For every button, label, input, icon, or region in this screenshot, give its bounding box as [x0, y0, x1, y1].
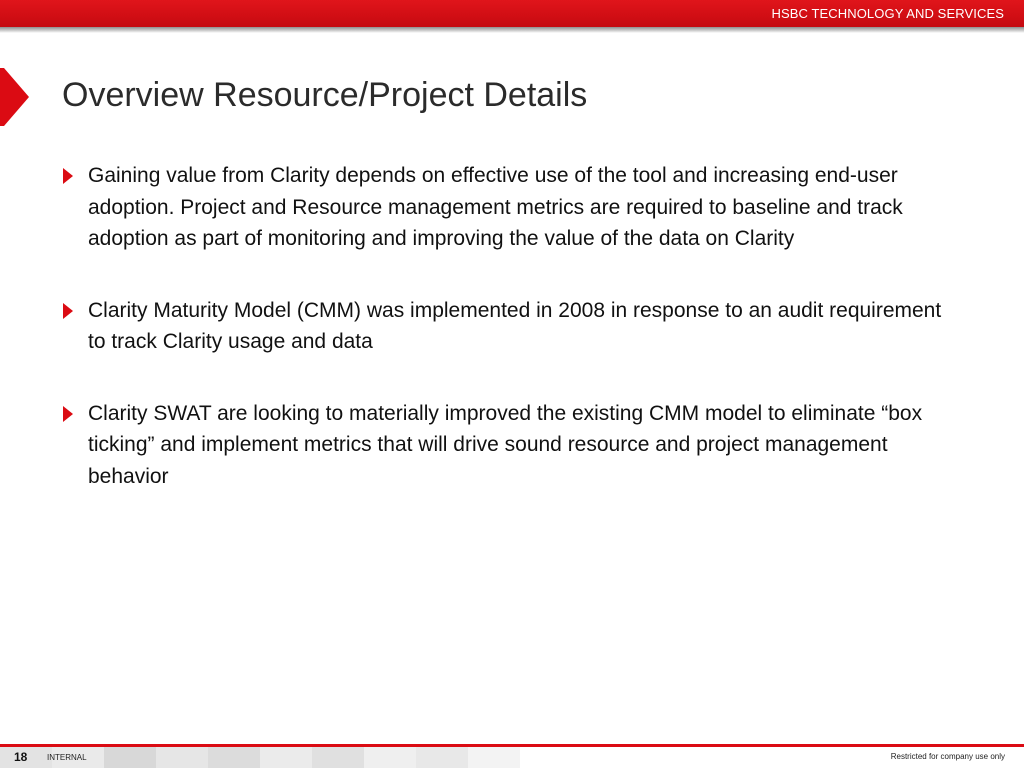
restriction-label: Restricted for company use only	[890, 752, 1005, 761]
footer-segment	[104, 747, 156, 768]
title-arrow-icon	[0, 68, 30, 126]
bullet-item	[60, 160, 960, 255]
page-number: 18	[14, 750, 28, 764]
bullet-list	[60, 160, 960, 532]
footer-segment	[312, 747, 364, 768]
slide-title: Overview Resource/Project Details	[62, 76, 588, 114]
footer-segment	[156, 747, 208, 768]
footer-segment	[260, 747, 312, 768]
bullet-item	[60, 295, 960, 358]
footer-segment	[364, 747, 416, 768]
bullet-item	[60, 398, 960, 493]
classification-label: INTERNAL	[47, 753, 87, 762]
bullet-text: Clarity Maturity Model (CMM) was implemented in 2008 in response to an audit requirement to track Clarity usage and data	[88, 298, 942, 353]
footer-segment	[416, 747, 468, 768]
bullet-triangle-icon	[62, 168, 74, 184]
bullet-triangle-icon	[62, 303, 74, 319]
top-banner	[0, 0, 1024, 27]
footer-segment	[208, 747, 260, 768]
footer-segment	[468, 747, 520, 768]
banner-text: HSBC TECHNOLOGY AND SERVICES	[771, 6, 1004, 21]
bullet-text: Clarity SWAT are looking to materially improved the existing CMM model to eliminate “box ticking” and implement metrics that will drive sound resource and project management behavior	[88, 401, 923, 488]
banner-shadow	[0, 27, 1024, 33]
bullet-text: Gaining value from Clarity depends on effective use of the tool and increasing end-user adoption. Project and Resource management metrics are required to baseline and track adoption as part of monitoring and improving the value of the data on Clarity	[88, 164, 903, 250]
bullet-triangle-icon	[62, 406, 74, 422]
